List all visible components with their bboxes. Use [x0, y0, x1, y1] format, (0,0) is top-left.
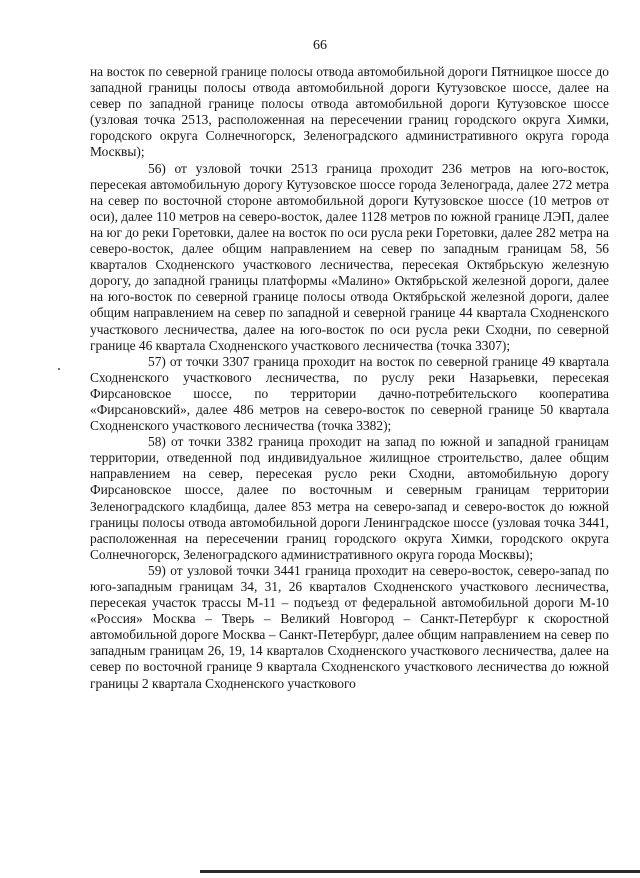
- document-body: [90, 64, 609, 692]
- page-number: 66: [313, 38, 327, 53]
- paragraph-56: 56) от узловой точки 2513 граница проходит 236 метров на юго-восток, пересекая автомобильную дорогу Кутузовское шоссе города Зеленограда, далее 272 метра на север по восточной стороне автомобильной дороги Кутузовское шоссе (10 метров от оси), далее 110 метров на северо-восток, далее 1128 метров по южной границе ЛЭП, далее на юг до реки Горетовки, далее на восток по оси русла реки Горетовки, далее 282 метра на северо-восток, далее общим направлением на север по западным границам 58, 56 кварталов Сходненского участкового лесничества, пересекая Октябрьскую железную дорогу, до западной границы платформы «Малино» Октябрьской железной дороги, далее на юго-восток по северной границе полосы отвода Октябрьской железной дороги, далее общим направлением на север по западной и северной границе 44 квартала Сходненского участкового лесничества, далее на юго-восток по оси русла реки Сходни, по северной границе 46 квартала Сходненского участкового лесничества (точка 3307);: [90, 160, 609, 353]
- paragraph-59: 59) от узловой точки 3441 граница проходит на северо-восток, северо-запад по юго-западным границам 34, 31, 26 кварталов Сходненского участкового лесничества, пересекая участок трассы М-11 – подъезд от федеральной автомобильной дороги М-10 «Россия» Москва – Тверь – Великий Новгород – Санкт-Петербург к скоростной автомобильной дороге Москва – Санкт-Петербург, далее общим направлением на север по западным границам 26, 19, 14 кварталов Сходненского участкового лесничества, далее на север по восточной границе 9 квартала Сходненского участкового лесничества до южной границы 2 квартала Сходненского участкового: [90, 562, 609, 691]
- paragraph-57: 57) от точки 3307 граница проходит на восток по северной границе 49 квартала Сходненского участкового лесничества, по руслу реки Назарьевки, пересекая Фирсановское шоссе, по территории дачно-потребительского кооператива «Фирсановский», далее 486 метров на северо-восток по северной границе 50 квартала Сходненского участкового лесничества (точка 3382);: [90, 353, 609, 434]
- paragraph-continuation: на восток по северной границе полосы отвода автомобильной дороги Пятницкое шоссе до западной границы полосы отвода автомобильной дороги Кутузовское шоссе, далее на север по западной границе полосы отвода автомобильной дороги Кутузовское шоссе (узловая точка 2513, расположенная на пересечении границ городского округа Химки, городского округа Солнечногорск, Зеленоградского административного округа города Москвы);: [90, 64, 609, 160]
- scan-speck: [58, 368, 60, 370]
- scan-edge-shadow: [200, 870, 640, 873]
- paragraph-58: 58) от точки 3382 граница проходит на запад по южной и западной границам территории, отведенной под индивидуальное жилищное строительство, далее общим направлением на север, пересекая русло реки Сходни, автомобильную дорогу Фирсановское шоссе, далее по восточным и северным границам территории Зеленоградского кладбища, далее 853 метра на северо-запад и северо-восток до южной границы полосы отвода автомобильной дороги Ленинградское шоссе (узловая точка 3441, расположенная на пересечении границ городского округа Химки, городского округа Солнечногорск, Зеленоградского административного округа города Москвы);: [90, 434, 609, 562]
